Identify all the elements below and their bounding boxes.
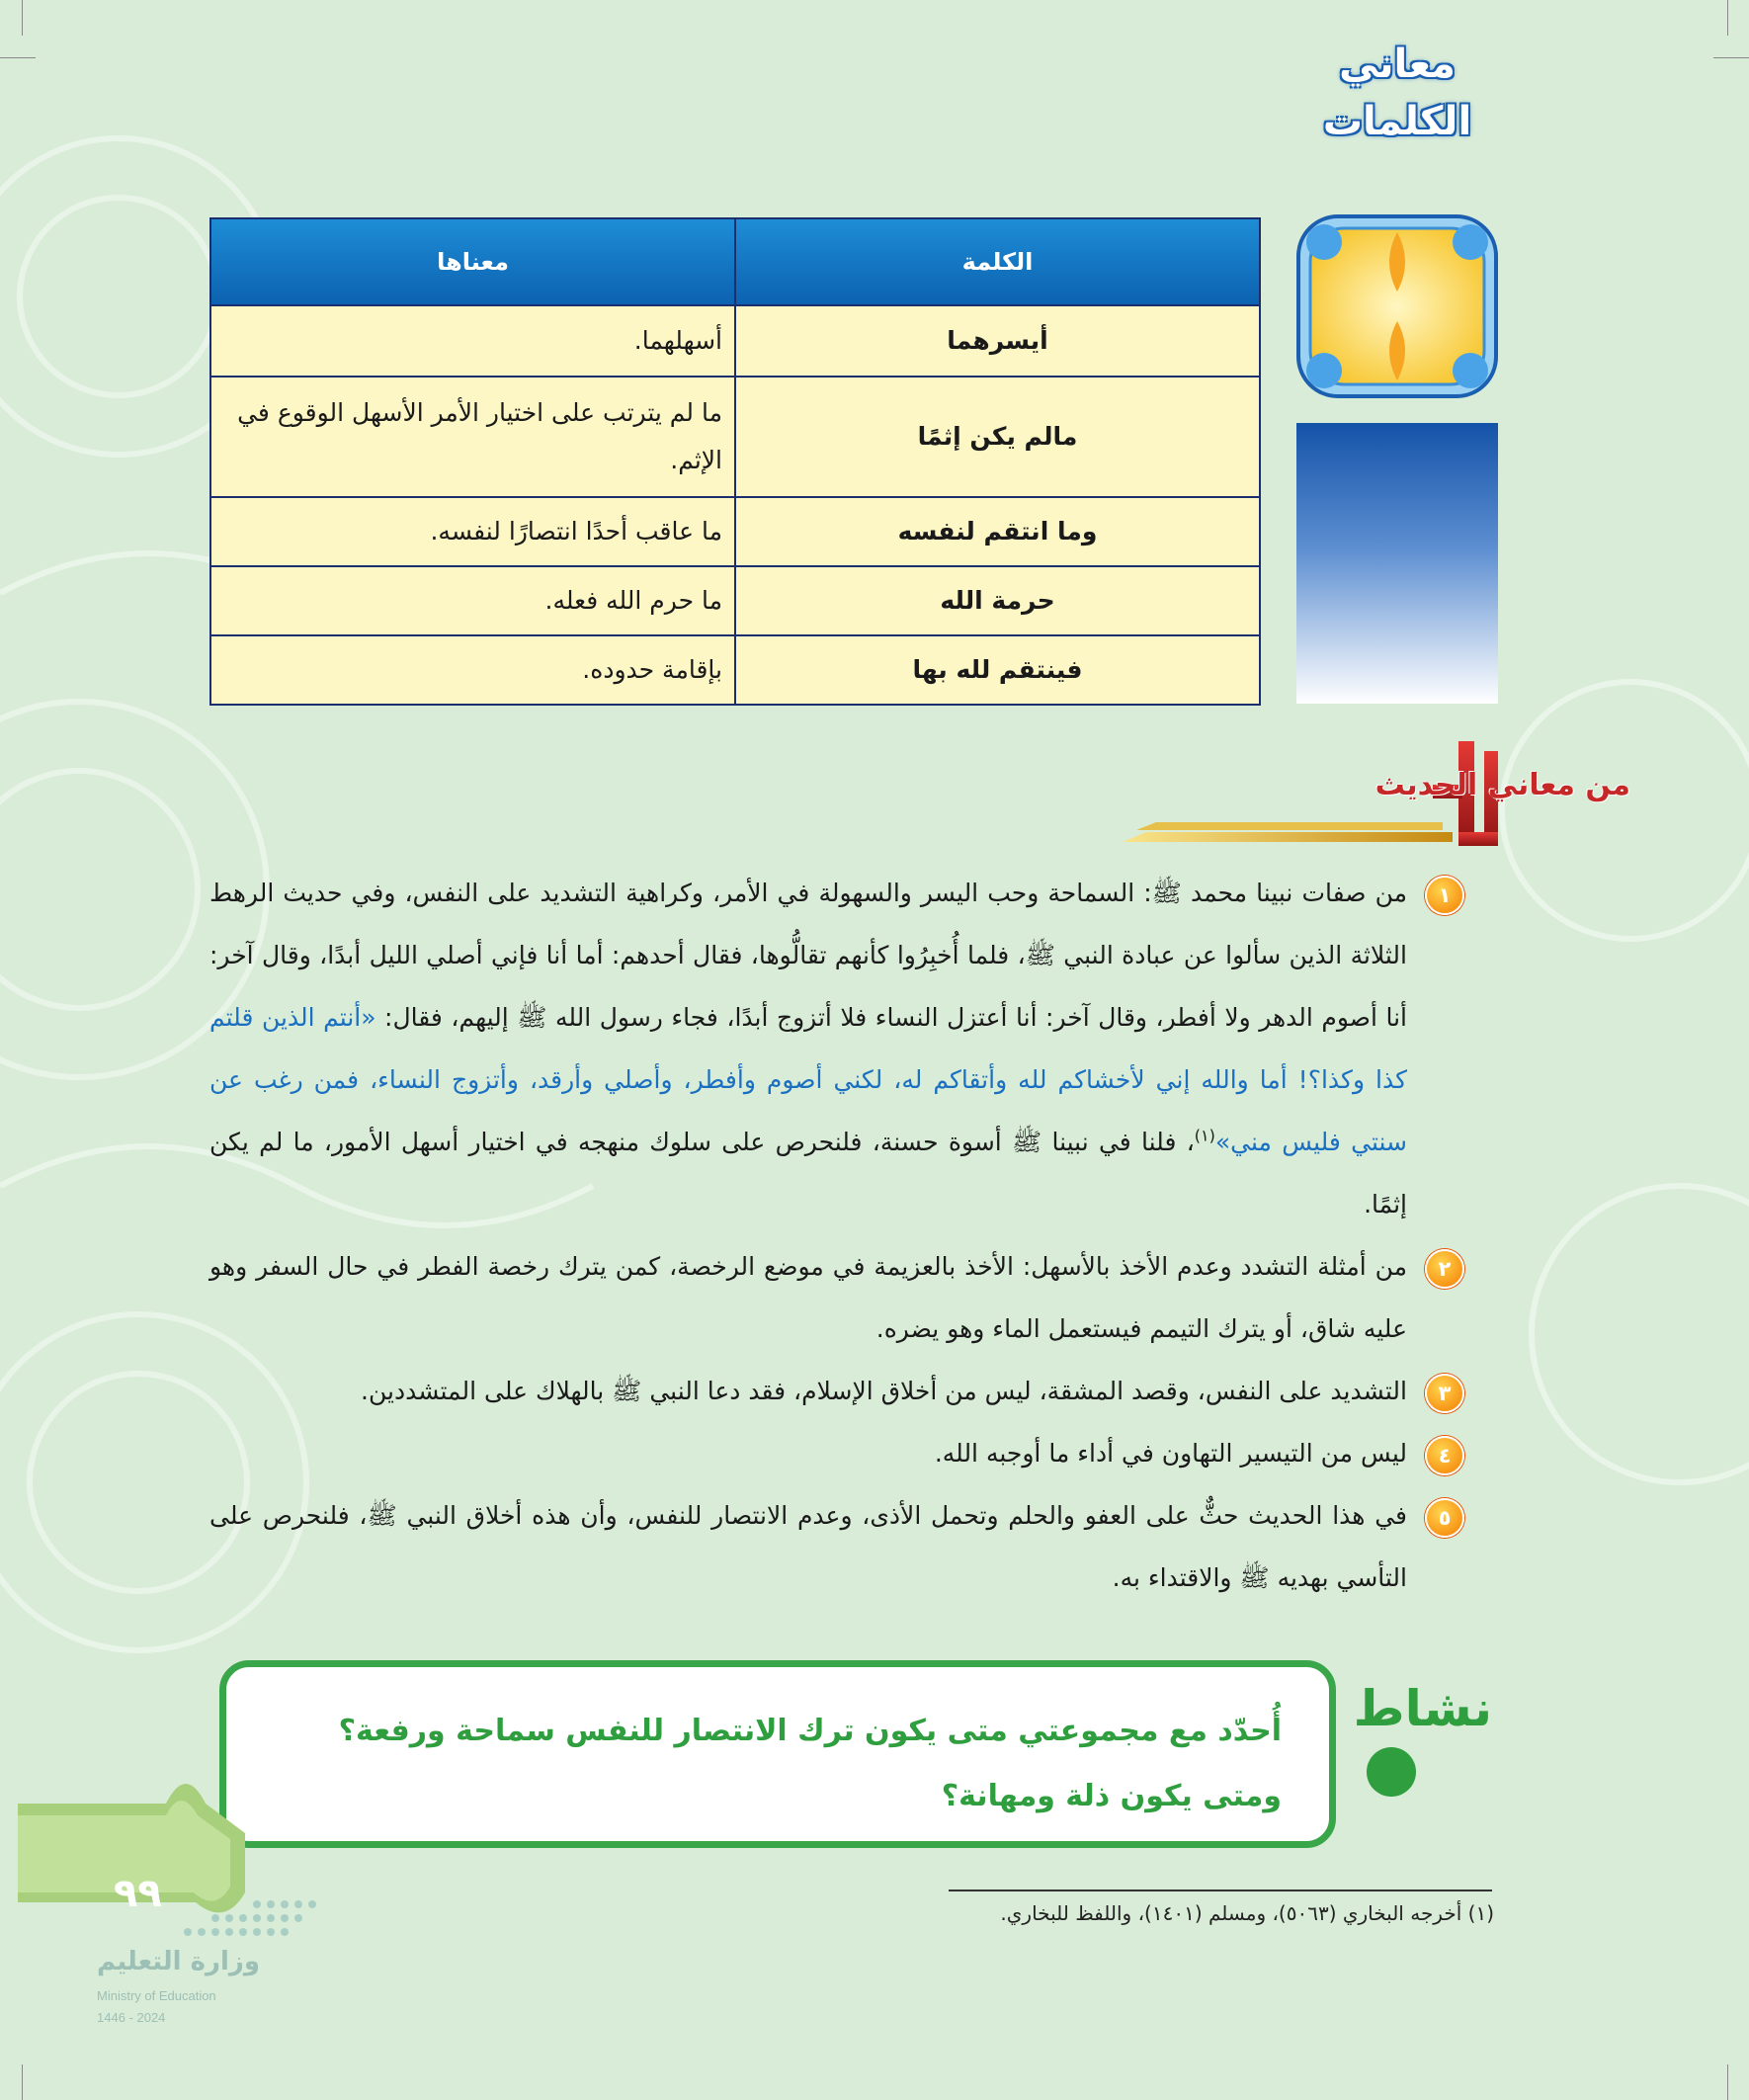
word-cell: حرمة الله bbox=[735, 566, 1260, 635]
badge-title-line2: الكلمات bbox=[1322, 99, 1472, 144]
ministry-name-arabic: وزارة التعليم bbox=[97, 1947, 260, 1976]
points-list bbox=[209, 862, 1466, 1609]
point-text: في هذا الحديث حثٌّ على العفو والحلم وتحمل الأذى، وعدم الانتصار للنفس، وأن هذه أخلاق النبي ﷺ، فلنحرص على التأسي بهديه ﷺ والاقتداء به. bbox=[209, 1501, 1407, 1592]
point-text: ليس من التيسير التهاون في أداء ما أوجبه الله. bbox=[934, 1439, 1407, 1468]
table-row bbox=[210, 635, 1260, 705]
activity-dot-icon bbox=[1367, 1747, 1416, 1797]
point-number: ١ bbox=[1425, 876, 1464, 915]
meaning-cell: ما حرم الله فعله. bbox=[210, 566, 735, 635]
word-cell: وما انتقم لنفسه bbox=[735, 497, 1260, 566]
crop-mark bbox=[1727, 2064, 1728, 2100]
point-number: ٣ bbox=[1425, 1374, 1464, 1413]
crop-mark bbox=[0, 57, 36, 58]
list-item bbox=[209, 1360, 1466, 1422]
ministry-name-english: Ministry of Education bbox=[97, 1988, 216, 2003]
crop-mark bbox=[22, 2064, 23, 2100]
table-row bbox=[210, 305, 1260, 377]
table-row bbox=[210, 497, 1260, 566]
vocabulary-table bbox=[209, 217, 1261, 706]
ministry-year: 2024 - 1446 bbox=[97, 2010, 166, 2025]
point-text: من أمثلة التشدد وعدم الأخذ بالأسهل: الأخذ بالعزيمة في موضع الرخصة، كمن يترك رخصة الفطر في حال السفر وهو عليه شاق، أو يترك التيمم فيستعمل الماء وهو يضره. bbox=[209, 1252, 1407, 1343]
hadith-quote: «أنتم الذين قلتم كذا وكذا؟! أما والله إني لأخشاكم لله وأتقاكم له، لكني أصوم وأفطر، وأصلي وأرقد، وأتزوج النساء، فمن رغب عن سنتي فليس مني» bbox=[209, 1003, 1407, 1156]
word-cell: مالم يكن إثمًا bbox=[735, 377, 1260, 497]
point-text-continued: ، فلنا في نبينا ﷺ أسوة حسنة، فلنحرص على سلوك منهجه في اختيار أسهل الأمور، ما لم يكن إثمًا. bbox=[209, 1128, 1407, 1218]
list-item bbox=[209, 1484, 1466, 1609]
word-cell: فينتقم لله بها bbox=[735, 635, 1260, 705]
header-word: الكلمة bbox=[735, 218, 1260, 305]
meaning-cell: بإقامة حدوده. bbox=[210, 635, 735, 705]
meaning-cell: ما عاقب أحدًا انتصارًا لنفسه. bbox=[210, 497, 735, 566]
side-gradient-bar bbox=[1296, 423, 1498, 704]
list-item bbox=[209, 862, 1466, 1235]
list-item bbox=[209, 1422, 1466, 1484]
word-cell: أيسرهما bbox=[735, 305, 1260, 377]
footnote: (١) أخرجه البخاري (٥٠٦٣)، ومسلم (١٤٠١)، واللفظ للبخاري. bbox=[1000, 1901, 1494, 1925]
header-meaning: معناها bbox=[210, 218, 735, 305]
badge-title-line1: معاني bbox=[1339, 42, 1456, 87]
point-text: من صفات نبينا محمد ﷺ: السماحة وحب اليسر والسهولة في الأمر، وكراهية التشديد على النفس، وفي حديث الرهط الثلاثة الذين سألوا عن عبادة النبي ﷺ، فلما أُخبِرُوا كأنهم تقالُّوها، فقال أحدهم: أما أنا فإني أصلي الليل أبدًا، وقال آخر: أنا أصوم الدهر ولا أفطر، وقال آخر: أنا أعتزل النساء فلا أتزوج أبدًا، فجاء رسول الله ﷺ إليهم، فقال: bbox=[209, 879, 1407, 1032]
page-number: ٩٩ bbox=[114, 1871, 162, 1916]
footnote-divider bbox=[949, 1890, 1492, 1891]
point-number: ٤ bbox=[1425, 1436, 1464, 1475]
table-row bbox=[210, 566, 1260, 635]
footnote-ref[interactable]: (١) bbox=[1194, 1126, 1215, 1145]
activity-box bbox=[219, 1660, 1336, 1848]
point-text: التشديد على النفس، وقصد المشقة، ليس من أخلاق الإسلام، فقد دعا النبي ﷺ بالهلاك على المتشددين. bbox=[361, 1377, 1407, 1405]
point-number: ٢ bbox=[1425, 1249, 1464, 1289]
crop-mark bbox=[22, 0, 23, 36]
table-row bbox=[210, 377, 1260, 497]
crop-mark bbox=[1727, 0, 1728, 36]
crop-mark bbox=[1713, 57, 1749, 58]
meaning-cell: ما لم يترتب على اختيار الأمر الأسهل الوقوع في الإثم. bbox=[210, 377, 735, 497]
activity-label: نشاط bbox=[1353, 1680, 1492, 1737]
section-title: من معاني الحديث bbox=[1374, 768, 1630, 802]
activity-text: أُحدّد مع مجموعتي متى يكون ترك الانتصار للنفس سماحة ورفعة؟ ومتى يكون ذلة ومهانة؟ bbox=[338, 1714, 1282, 1813]
list-item bbox=[209, 1235, 1466, 1360]
vocab-badge-icon bbox=[1294, 212, 1500, 400]
point-number: ٥ bbox=[1425, 1498, 1464, 1538]
meaning-cell: أسهلهما. bbox=[210, 305, 735, 377]
ministry-logo-icon bbox=[168, 1892, 326, 1952]
